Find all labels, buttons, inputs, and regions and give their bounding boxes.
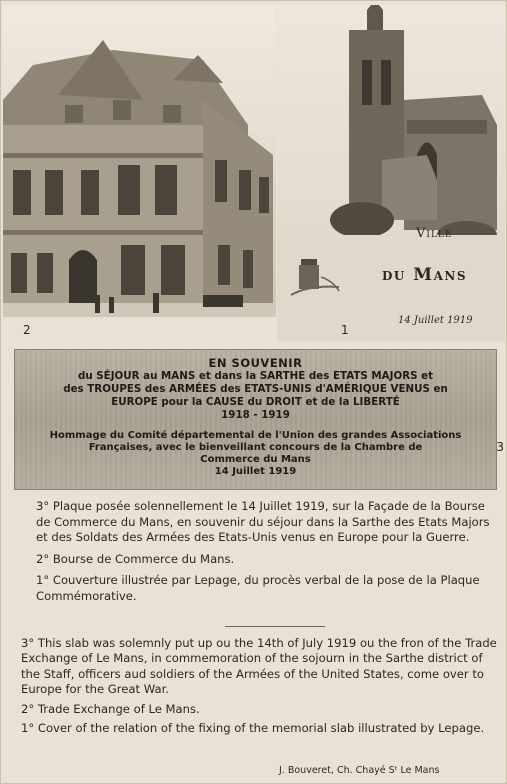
french-caption-2: 2° Bourse de Commerce du Mans. — [36, 551, 235, 566]
photo-cathedral — [277, 5, 505, 341]
plaque-hommage-2: Françaises, avec le bienveillant concours de la Chambre de — [88, 442, 423, 453]
photo-row — [1, 1, 507, 341]
cathedral-illustration — [277, 5, 505, 341]
english-caption-2: 2° Trade Exchange of Le Mans. — [21, 701, 200, 716]
publisher-credit: J. Bouveret, Ch. Chayé Sᵗ Le Mans — [279, 765, 440, 776]
english-caption-1: 1° Cover of the relation of the fixing of the memorial slab illustrated by Lepage. — [21, 721, 485, 736]
french-caption-1: 1° Couverture illustrée par Lepage, du procès verbal de la pose de la Plaque Commémorative. — [36, 573, 480, 603]
photo-number-right: 1 — [341, 323, 349, 337]
plaque-line-4: EUROPE pour la CAUSE du DROIT et de la LIBERTÉ — [111, 396, 400, 408]
caption-du-mans: du Mans — [382, 265, 468, 285]
plaque-hommage-3: Commerce du Mans — [200, 454, 311, 465]
caption-ville: Ville — [416, 226, 453, 241]
plaque-hommage-1: Hommage du Comité départemental de l'Union des grandes Associations — [49, 430, 462, 441]
plaque-line-2: du SÉJOUR au MANS et dans la SARTHE des ETATS MAJORS et — [77, 370, 434, 382]
divider — [225, 626, 325, 627]
commemorative-plaque — [14, 349, 504, 490]
photo-bourse-de-commerce — [3, 5, 276, 317]
plaque-line-3: des TROUPES des ARMÉES des ETATS-UNIS d'AMÉRIQUE VENUS en — [63, 383, 448, 395]
french-captions — [36, 499, 498, 610]
plaque-line-1: EN SOUVENIR — [208, 356, 303, 370]
french-caption-3: 3° Plaque posée solennellement le 14 Juillet 1919, sur la Façade de la Bourse de Commerce du Mans, en souvenir du séjour dans la Sarthe des Etats Majors et des Soldats des Armées des Etats-Unis venus en Europe pour la Guerre. — [36, 499, 490, 544]
plaque-number: 3 — [496, 440, 504, 454]
caption-date: 14 Juillet 1919 — [398, 315, 473, 326]
english-captions — [21, 636, 501, 740]
english-caption-3: 3° This slab was solemnly put up ou the 14th of July 1919 ou the fron of the Trade Exchange of Le Mans, in commemoration of the sojourn in the Sarthe district of the Staff, officers aud soldiers of the Armées of the United States, come over to Europe for the Great War. — [21, 636, 497, 697]
plaque-years: 1918 - 1919 — [221, 409, 290, 421]
plaque-date: 14 Juillet 1919 — [214, 466, 297, 477]
photo-number-left: 2 — [23, 323, 31, 337]
building-illustration — [3, 5, 276, 317]
